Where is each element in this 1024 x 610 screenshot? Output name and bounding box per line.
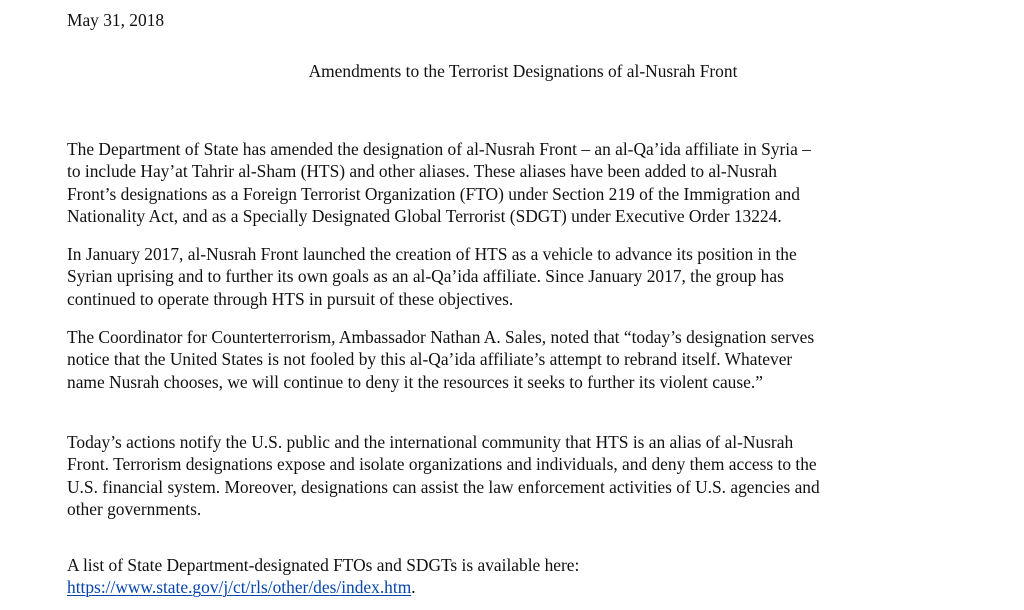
document-title: Amendments to the Terrorist Designations of al-Nusrah Front — [308, 61, 738, 81]
paragraph-1-line-2: to include Hay’at Tahrir al-Sham (HTS) and other aliases. These aliases have been added to al-Nusrah — [67, 161, 777, 181]
paragraph-1-line-1: The Department of State has amended the designation of al-Nusrah Front – an al-Qa’ida affiliate in Syria – — [67, 139, 811, 159]
link-trailing-period: . — [411, 577, 416, 597]
designations-link[interactable]: https://www.state.gov/j/ct/rls/other/des/index.htm — [67, 577, 412, 597]
link-line — [67, 576, 416, 598]
paragraph-4-line-1: Today’s actions notify the U.S. public and the international community that HTS is an alias of al-Nusrah — [67, 432, 794, 452]
paragraph-3-line-1: The Coordinator for Counterterrorism, Ambassador Nathan A. Sales, noted that “today’s designation serves — [67, 327, 815, 347]
paragraph-1-line-3: Front’s designations as a Foreign Terrorist Organization (FTO) under Section 219 of the Immigration and — [67, 184, 800, 204]
paragraph-3-line-3: name Nusrah chooses, we will continue to deny it the resources it seeks to further its violent cause.” — [67, 372, 763, 392]
paragraph-4-line-3: U.S. financial system. Moreover, designations can assist the law enforcement activities of U.S. agencies and — [67, 477, 820, 497]
paragraph-1-line-4: Nationality Act, and as a Specially Designated Global Terrorist (SDGT) under Executive Order 13224. — [67, 206, 782, 226]
paragraph-2-line-2: Syrian uprising and to further its own goals as an al-Qa’ida affiliate. Since January 2017, the group has — [67, 266, 784, 286]
paragraph-2-line-1: In January 2017, al-Nusrah Front launched the creation of HTS as a vehicle to advance its position in the — [67, 244, 797, 264]
paragraph-2-line-3: continued to operate through HTS in pursuit of these objectives. — [67, 289, 514, 309]
paragraph-4-line-2: Front. Terrorism designations expose and isolate organizations and individuals, and deny them access to the — [67, 454, 817, 474]
document-date: May 31, 2018 — [67, 10, 165, 30]
paragraph-5-line-1: A list of State Department-designated FTOs and SDGTs is available here: — [67, 555, 580, 575]
paragraph-4-line-4: other governments. — [67, 499, 202, 519]
paragraph-3-line-2: notice that the United States is not fooled by this al-Qa’ida affiliate’s attempt to rebrand itself. Whatever — [67, 349, 793, 369]
